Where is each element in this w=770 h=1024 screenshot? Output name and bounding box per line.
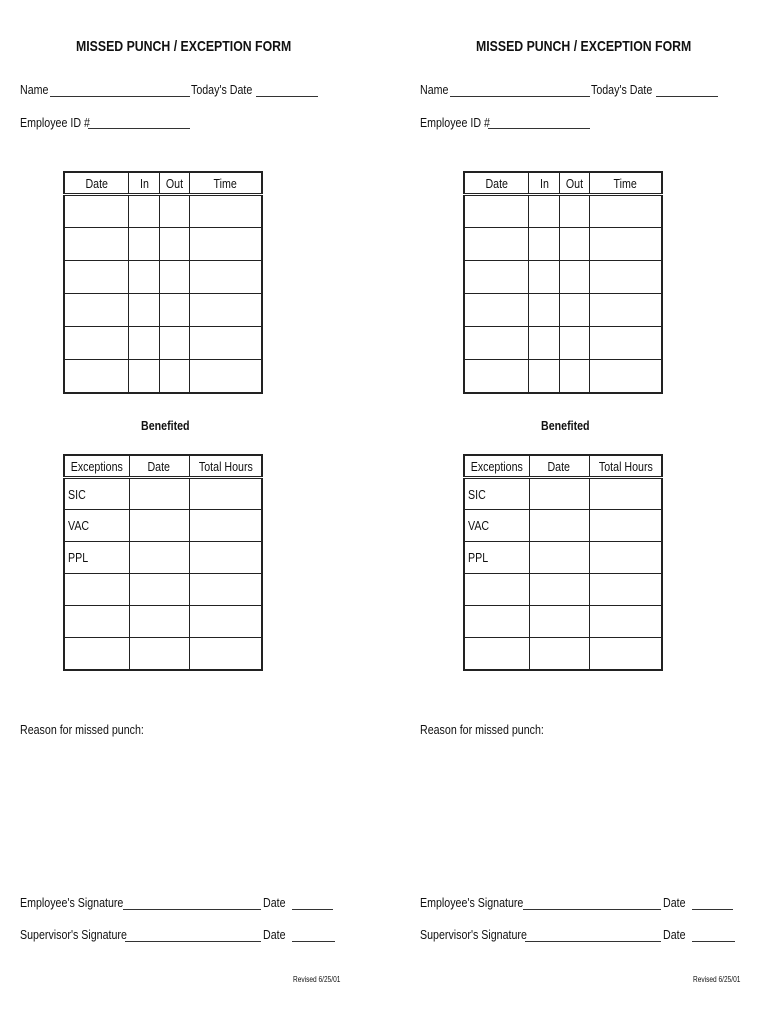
punch-table [463, 171, 663, 394]
table-row [464, 542, 662, 574]
punch-cell[interactable] [464, 294, 528, 327]
employee-date-label: Date [263, 895, 286, 910]
punch-cell[interactable] [160, 195, 190, 228]
table-row [64, 510, 262, 542]
punch-cell[interactable] [128, 327, 160, 360]
exceptions-table-header: Total Hours [589, 455, 662, 478]
punch-cell[interactable] [160, 327, 190, 360]
exception-hours-cell[interactable] [589, 606, 662, 638]
supervisor-date-label: Date [663, 927, 686, 942]
name-field[interactable] [450, 96, 590, 97]
exception-date-cell[interactable] [129, 606, 189, 638]
exception-type-cell[interactable]: PPL [464, 542, 529, 574]
punch-cell[interactable] [590, 228, 662, 261]
punch-cell[interactable] [160, 261, 190, 294]
punch-cell[interactable] [560, 294, 590, 327]
exceptions-table-header: Date [129, 455, 189, 478]
table-row [64, 606, 262, 638]
punch-cell[interactable] [190, 228, 262, 261]
punch-cell[interactable] [464, 195, 528, 228]
reason-label: Reason for missed punch: [20, 722, 144, 737]
benefited-heading: Benefited [541, 418, 590, 433]
exceptions-table-header: Date [529, 455, 589, 478]
exception-date-cell[interactable] [129, 510, 189, 542]
table-row [64, 327, 262, 360]
exception-date-cell[interactable] [529, 542, 589, 574]
table-row [64, 574, 262, 606]
revised-note: Revised 6/25/01 [693, 975, 741, 984]
punch-table [63, 171, 263, 394]
exception-hours-cell[interactable] [189, 638, 262, 670]
exception-date-cell[interactable] [529, 478, 589, 510]
employee-signature-field[interactable] [523, 909, 661, 910]
table-row [64, 195, 262, 228]
todays-date-label: Today's Date [591, 82, 653, 97]
punch-cell[interactable] [128, 195, 160, 228]
punch-cell[interactable] [190, 327, 262, 360]
exception-hours-cell[interactable] [589, 478, 662, 510]
punch-table-header: In [528, 172, 560, 195]
punch-cell[interactable] [464, 261, 528, 294]
name-field[interactable] [50, 96, 190, 97]
exception-date-cell[interactable] [129, 542, 189, 574]
punch-cell[interactable] [64, 294, 128, 327]
punch-table-header: Time [590, 172, 662, 195]
todays-date-field[interactable] [656, 96, 718, 97]
punch-table-header: Date [464, 172, 528, 195]
punch-cell[interactable] [464, 228, 528, 261]
punch-cell[interactable] [190, 261, 262, 294]
form-title: MISSED PUNCH / EXCEPTION FORM [476, 38, 692, 55]
exception-type-cell[interactable]: SIC [64, 478, 129, 510]
exception-type-cell[interactable]: PPL [64, 542, 129, 574]
exception-type-cell[interactable] [464, 638, 529, 670]
table-row [64, 478, 262, 510]
exception-date-cell[interactable] [129, 478, 189, 510]
punch-table-header: Out [560, 172, 590, 195]
missed-punch-form [400, 0, 770, 1024]
punch-cell[interactable] [128, 294, 160, 327]
exception-hours-cell[interactable] [589, 638, 662, 670]
exception-type-cell[interactable] [464, 606, 529, 638]
exception-hours-cell[interactable] [189, 510, 262, 542]
exception-date-cell[interactable] [129, 638, 189, 670]
punch-cell[interactable] [528, 294, 560, 327]
exception-hours-cell[interactable] [589, 574, 662, 606]
exception-hours-cell[interactable] [189, 606, 262, 638]
punch-cell[interactable] [128, 261, 160, 294]
employee-date-field[interactable] [292, 909, 333, 910]
exception-hours-cell[interactable] [189, 574, 262, 606]
table-row [464, 327, 662, 360]
employee-signature-label: Employee's Signature [420, 895, 524, 910]
employee-id-label: Employee ID # [420, 115, 490, 130]
table-row [464, 294, 662, 327]
punch-cell[interactable] [560, 327, 590, 360]
supervisor-date-field[interactable] [292, 941, 335, 942]
supervisor-signature-label: Supervisor's Signature [420, 927, 527, 942]
punch-cell[interactable] [528, 360, 560, 393]
punch-cell[interactable] [464, 327, 528, 360]
exception-type-cell[interactable]: SIC [464, 478, 529, 510]
punch-cell[interactable] [160, 294, 190, 327]
revised-note: Revised 6/25/01 [293, 975, 341, 984]
punch-cell[interactable] [528, 261, 560, 294]
table-row [464, 195, 662, 228]
table-row [464, 510, 662, 542]
exception-type-cell[interactable] [64, 638, 129, 670]
punch-cell[interactable] [160, 228, 190, 261]
punch-cell[interactable] [528, 195, 560, 228]
benefited-heading: Benefited [141, 418, 190, 433]
exceptions-table-header: Exceptions [64, 455, 129, 478]
table-row [64, 294, 262, 327]
table-row [464, 638, 662, 670]
table-row [464, 360, 662, 393]
exception-type-cell[interactable] [464, 574, 529, 606]
table-row [64, 542, 262, 574]
punch-cell[interactable] [590, 360, 662, 393]
punch-table-header: Date [64, 172, 128, 195]
table-row [64, 360, 262, 393]
employee-date-label: Date [663, 895, 686, 910]
table-row [64, 638, 262, 670]
punch-cell[interactable] [590, 327, 662, 360]
exception-date-cell[interactable] [529, 638, 589, 670]
supervisor-signature-field[interactable] [125, 941, 261, 942]
punch-cell[interactable] [560, 228, 590, 261]
punch-table-header: Time [190, 172, 262, 195]
punch-cell[interactable] [528, 228, 560, 261]
employee-id-field[interactable] [88, 128, 190, 129]
punch-cell[interactable] [190, 360, 262, 393]
exception-type-cell[interactable]: VAC [464, 510, 529, 542]
punch-cell[interactable] [64, 228, 128, 261]
exception-date-cell[interactable] [529, 606, 589, 638]
punch-cell[interactable] [64, 327, 128, 360]
exception-type-cell[interactable]: VAC [64, 510, 129, 542]
exceptions-table [463, 454, 663, 671]
punch-cell[interactable] [464, 360, 528, 393]
table-row [64, 228, 262, 261]
table-row [464, 228, 662, 261]
exceptions-table-header: Exceptions [464, 455, 529, 478]
punch-cell[interactable] [190, 294, 262, 327]
exception-date-cell[interactable] [529, 510, 589, 542]
exception-date-cell[interactable] [129, 574, 189, 606]
punch-cell[interactable] [590, 195, 662, 228]
reason-label: Reason for missed punch: [420, 722, 544, 737]
punch-cell[interactable] [590, 261, 662, 294]
supervisor-signature-label: Supervisor's Signature [20, 927, 127, 942]
todays-date-field[interactable] [256, 96, 318, 97]
punch-cell[interactable] [528, 327, 560, 360]
punch-cell[interactable] [190, 195, 262, 228]
employee-id-label: Employee ID # [20, 115, 90, 130]
employee-signature-label: Employee's Signature [20, 895, 124, 910]
exceptions-table [63, 454, 263, 671]
supervisor-signature-field[interactable] [525, 941, 661, 942]
exception-type-cell[interactable] [64, 574, 129, 606]
name-label: Name [20, 82, 49, 97]
table-row [464, 261, 662, 294]
employee-signature-field[interactable] [123, 909, 261, 910]
punch-cell[interactable] [128, 360, 160, 393]
punch-table-header: In [128, 172, 160, 195]
exception-hours-cell[interactable] [189, 542, 262, 574]
punch-cell[interactable] [560, 195, 590, 228]
exception-hours-cell[interactable] [589, 542, 662, 574]
punch-cell[interactable] [64, 195, 128, 228]
exception-hours-cell[interactable] [189, 478, 262, 510]
supervisor-date-field[interactable] [692, 941, 735, 942]
todays-date-label: Today's Date [191, 82, 253, 97]
punch-table-header: Out [160, 172, 190, 195]
punch-cell[interactable] [64, 360, 128, 393]
table-row [464, 478, 662, 510]
exception-date-cell[interactable] [529, 574, 589, 606]
exception-type-cell[interactable] [64, 606, 129, 638]
punch-cell[interactable] [560, 360, 590, 393]
punch-cell[interactable] [128, 228, 160, 261]
punch-cell[interactable] [590, 294, 662, 327]
employee-id-field[interactable] [488, 128, 590, 129]
table-row [464, 574, 662, 606]
punch-cell[interactable] [160, 360, 190, 393]
employee-date-field[interactable] [692, 909, 733, 910]
table-row [64, 261, 262, 294]
punch-cell[interactable] [64, 261, 128, 294]
form-title: MISSED PUNCH / EXCEPTION FORM [76, 38, 292, 55]
punch-cell[interactable] [560, 261, 590, 294]
name-label: Name [420, 82, 449, 97]
table-row [464, 606, 662, 638]
exception-hours-cell[interactable] [589, 510, 662, 542]
supervisor-date-label: Date [263, 927, 286, 942]
exceptions-table-header: Total Hours [189, 455, 262, 478]
